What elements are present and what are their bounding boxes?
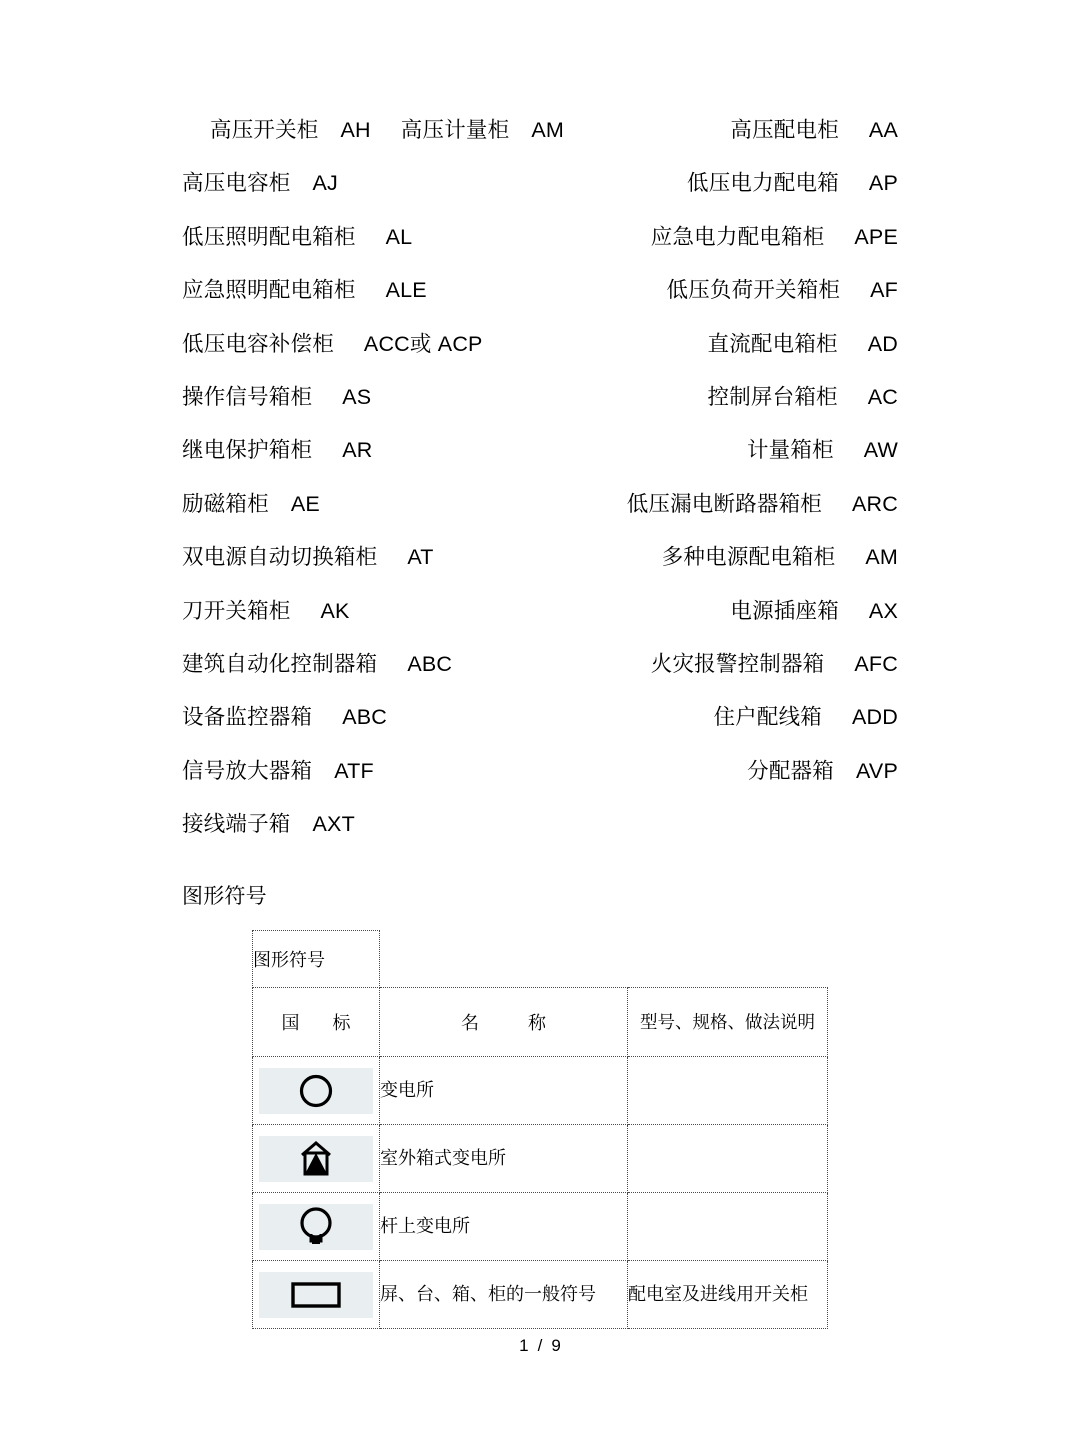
abbreviation-left	[182, 531, 434, 584]
abbreviation-code: APE	[854, 224, 898, 249]
abbreviation-row	[182, 531, 898, 584]
abbreviation-name: 低压电力配电箱	[687, 171, 839, 196]
abbreviation-name: 信号放大器箱	[182, 758, 313, 783]
abbreviation-code: AK	[320, 598, 350, 623]
abbreviation-right	[708, 318, 898, 371]
abbreviation-left	[182, 798, 355, 851]
table-title-blank	[380, 931, 628, 988]
abbreviation-name: 高压电容柜	[182, 171, 291, 196]
abbreviation-code: AS	[342, 384, 372, 409]
abbreviation-right	[687, 157, 898, 210]
abbreviation-right	[662, 531, 898, 584]
abbreviation-code: AT	[407, 545, 434, 570]
symbol-cell	[253, 1193, 380, 1261]
abbreviation-name: 控制屏台箱柜	[707, 384, 838, 409]
abbreviation-code: AR	[342, 438, 373, 463]
abbreviation-name: 低压负荷开关箱柜	[666, 278, 841, 303]
panel-cabinet-general-icon	[288, 1279, 344, 1311]
abbreviation-code: ABC	[407, 651, 453, 676]
header-label-gb: 国 标	[281, 1013, 365, 1033]
abbreviation-code: AX	[868, 598, 898, 623]
abbreviation-left	[182, 478, 320, 531]
abbreviation-name: 励磁箱柜	[182, 491, 269, 516]
footer-separator: /	[537, 1336, 543, 1355]
symbol-box	[259, 1136, 373, 1182]
abbreviation-list	[182, 104, 898, 851]
abbreviation-name: 低压电容补偿柜	[182, 331, 334, 356]
abbreviation-name: 多种电源配电箱柜	[661, 545, 836, 570]
abbreviation-code: AVP	[855, 758, 898, 783]
abbreviation-code: ATF	[334, 758, 374, 783]
abbreviation-row	[182, 798, 898, 851]
header-cell-gb	[253, 988, 380, 1057]
abbreviation-left	[210, 104, 564, 157]
abbreviation-name: 计量箱柜	[746, 438, 834, 463]
symbol-name-cell: 变电所	[380, 1057, 628, 1125]
abbreviation-right	[730, 585, 898, 638]
abbreviation-right	[730, 104, 898, 157]
footer-current-page: 1	[519, 1336, 529, 1355]
abbreviation-code: ACC或 ACP	[363, 331, 483, 356]
abbreviation-row	[182, 424, 898, 477]
outdoor-box-substation-icon	[294, 1138, 338, 1180]
abbreviation-name: 分配器箱	[747, 758, 834, 783]
abbreviation-code: AXT	[312, 812, 355, 837]
abbreviation-name: 高压配电柜	[730, 118, 839, 142]
abbreviation-row	[182, 371, 898, 424]
pole-mounted-substation-icon	[294, 1205, 338, 1249]
table-row	[253, 1057, 828, 1125]
header-cell-spec: 型号、规格、做法说明	[628, 988, 828, 1057]
circle-substation-icon	[294, 1071, 338, 1111]
abbreviation-left	[182, 424, 372, 477]
page-footer	[0, 1336, 1080, 1356]
abbreviation-name: 应急电力配电箱柜	[650, 224, 825, 249]
abbreviation-right	[651, 638, 898, 691]
symbol-spec-cell	[628, 1057, 828, 1125]
abbreviation-name: 建筑自动化控制器箱	[182, 651, 378, 676]
symbol-spec-cell: 配电室及进线用开关柜	[628, 1261, 828, 1329]
abbreviation-code: AF	[870, 278, 898, 303]
abbreviation-code: AA	[868, 118, 898, 142]
abbreviation-row	[182, 104, 898, 157]
abbreviation-name: 继电保护箱柜	[182, 438, 313, 463]
symbol-box	[259, 1068, 373, 1114]
symbol-name-cell: 室外箱式变电所	[380, 1125, 628, 1193]
abbreviation-code: AM	[865, 545, 898, 570]
abbreviation-right	[747, 424, 898, 477]
symbol-spec-cell	[628, 1125, 828, 1193]
symbol-cell	[253, 1057, 380, 1125]
abbreviation-name: 电源插座箱	[730, 598, 839, 623]
abbreviation-name: 接线端子箱	[182, 812, 291, 837]
abbreviation-row	[182, 638, 898, 691]
abbreviation-name: 操作信号箱柜	[182, 384, 313, 409]
symbol-name-cell: 屏、台、箱、柜的一般符号	[380, 1261, 628, 1329]
symbol-name-cell: 杆上变电所	[380, 1193, 628, 1261]
abbreviation-right	[747, 745, 898, 798]
abbreviation-name: 住户配线箱	[713, 705, 822, 730]
graphic-symbol-table	[252, 930, 828, 1329]
abbreviation-row	[182, 745, 898, 798]
abbreviation-left	[182, 691, 387, 744]
abbreviation-row	[182, 478, 898, 531]
table-row	[253, 1193, 828, 1261]
abbreviation-right	[627, 478, 898, 531]
abbreviation-row	[182, 157, 898, 210]
table-title-cell: 图形符号	[253, 931, 380, 988]
abbreviation-left	[182, 264, 427, 317]
abbreviation-name-extra: 高压计量柜	[400, 118, 510, 142]
header-cell-name	[380, 988, 628, 1057]
abbreviation-right	[713, 691, 898, 744]
abbreviation-name: 低压漏电断路器箱柜	[626, 491, 822, 516]
table-row	[253, 1261, 828, 1329]
abbreviation-code-extra: AM	[531, 118, 564, 142]
abbreviation-left	[182, 157, 338, 210]
abbreviation-row	[182, 691, 898, 744]
abbreviation-name: 低压照明配电箱柜	[182, 224, 356, 249]
abbreviation-code: AP	[868, 171, 898, 196]
abbreviation-row	[182, 585, 898, 638]
abbreviation-code: AW	[863, 438, 898, 463]
symbol-box	[259, 1272, 373, 1318]
abbreviation-row	[182, 264, 898, 317]
abbreviation-left	[182, 585, 350, 638]
table-title-blank	[628, 931, 828, 988]
abbreviation-row	[182, 318, 898, 371]
symbol-cell	[253, 1125, 380, 1193]
abbreviation-name: 直流配电箱柜	[707, 331, 838, 356]
abbreviation-left	[182, 318, 483, 371]
abbreviation-left	[182, 745, 374, 798]
section-heading: 图形符号	[182, 885, 267, 908]
abbreviation-name: 火灾报警控制器箱	[650, 651, 825, 676]
abbreviation-left	[182, 211, 412, 264]
symbol-spec-cell	[628, 1193, 828, 1261]
footer-total-pages: 9	[551, 1336, 561, 1355]
abbreviation-code: AFC	[854, 651, 898, 676]
abbreviation-code: AE	[290, 491, 320, 516]
abbreviation-code: ARC	[852, 491, 898, 516]
abbreviation-code: AC	[867, 384, 898, 409]
table-row	[253, 1125, 828, 1193]
abbreviation-left	[182, 371, 371, 424]
abbreviation-code: ADD	[852, 705, 898, 730]
symbol-box	[259, 1204, 373, 1250]
abbreviation-name: 高压开关柜	[210, 118, 319, 142]
abbreviation-name: 应急照明配电箱柜	[182, 278, 356, 303]
abbreviation-left	[182, 638, 452, 691]
abbreviation-code: ALE	[385, 278, 427, 303]
abbreviation-code: AL	[385, 224, 413, 249]
abbreviation-right	[708, 371, 898, 424]
abbreviation-name: 刀开关箱柜	[182, 598, 291, 623]
abbreviation-right	[667, 264, 898, 317]
abbreviation-code: AJ	[312, 171, 339, 196]
header-label-name: 名 称	[460, 1013, 568, 1033]
abbreviation-row	[182, 211, 898, 264]
abbreviation-code: AD	[867, 331, 898, 356]
abbreviation-code: ABC	[342, 705, 388, 730]
abbreviation-name: 设备监控器箱	[182, 705, 313, 730]
abbreviation-name: 双电源自动切换箱柜	[182, 545, 378, 570]
abbreviation-right	[651, 211, 898, 264]
symbol-cell	[253, 1261, 380, 1329]
abbreviation-code: AH	[340, 118, 371, 142]
table-header-row	[253, 988, 828, 1057]
table-title-row	[253, 931, 828, 988]
